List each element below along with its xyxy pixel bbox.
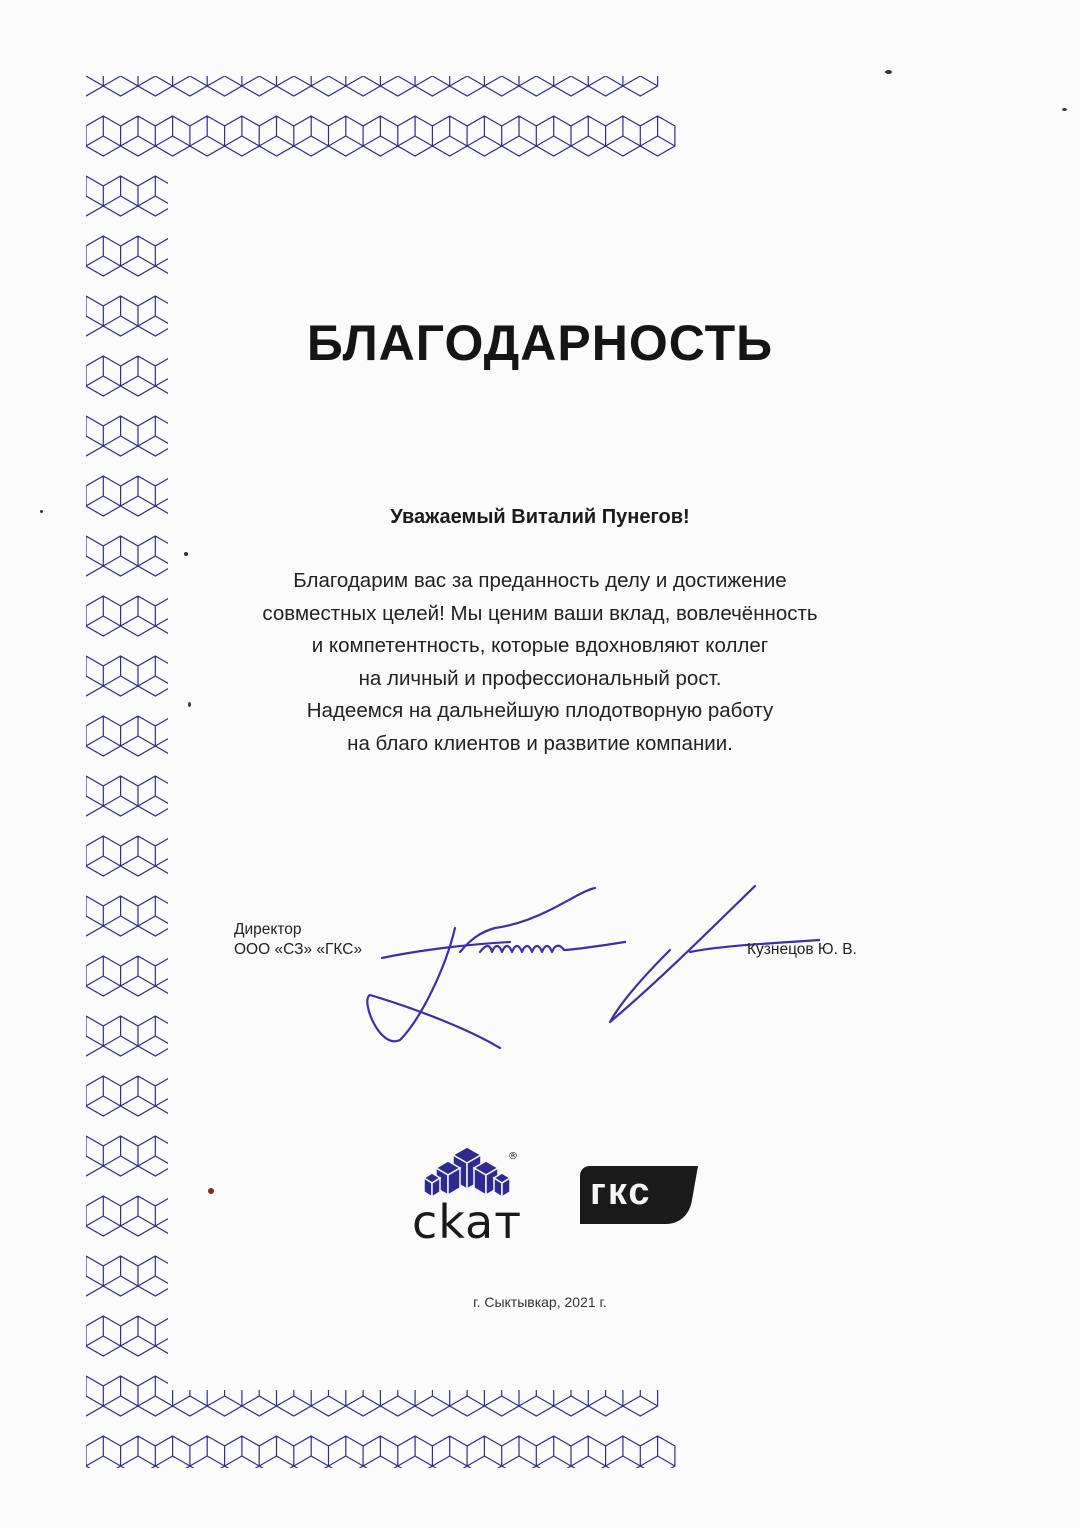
- city-date: г. Сыктывкар, 2021 г.: [473, 1294, 607, 1310]
- registered-mark: ®: [508, 1151, 518, 1162]
- signer-title-block: [234, 920, 362, 960]
- scan-speck: [184, 552, 188, 556]
- signer-position: Директор: [234, 921, 302, 938]
- body-line: и компетентность, которые вдохновляют коллег: [311, 634, 769, 658]
- scan-speck: [40, 510, 43, 513]
- certificate-title: БЛАГОДАРНОСТЬ: [306, 315, 774, 371]
- body-paragraph: [180, 565, 900, 761]
- skat-cubes-icon: [408, 1145, 526, 1201]
- body-line: совместных целей! Мы ценим ваши вклад, вовлечённость: [262, 601, 818, 625]
- scan-speck: [885, 70, 892, 74]
- gks-logo-text: гкс: [590, 1171, 652, 1213]
- body-line: Надеемся на дальнейшую плодотворную работу: [306, 699, 774, 723]
- signer-name: Кузнецов Ю. В.: [747, 941, 857, 958]
- handwritten-signature: [360, 880, 820, 1050]
- body-line: на личный и профессиональный рост.: [358, 666, 722, 690]
- body-line: на благо клиентов и развитие компании.: [347, 731, 733, 755]
- scan-speck: [188, 702, 191, 707]
- salutation: Уважаемый Виталий Пунегов!: [390, 506, 690, 528]
- skat-logo-text: ckaт: [411, 1195, 523, 1249]
- scan-speck: [208, 1188, 214, 1194]
- signer-company: ООО «СЗ» «ГКС»: [234, 941, 363, 958]
- scan-speck: [1062, 108, 1067, 111]
- cube-lattice: [69, 56, 675, 1476]
- body-line: Благодарим вас за преданность делу и достижение: [293, 569, 787, 592]
